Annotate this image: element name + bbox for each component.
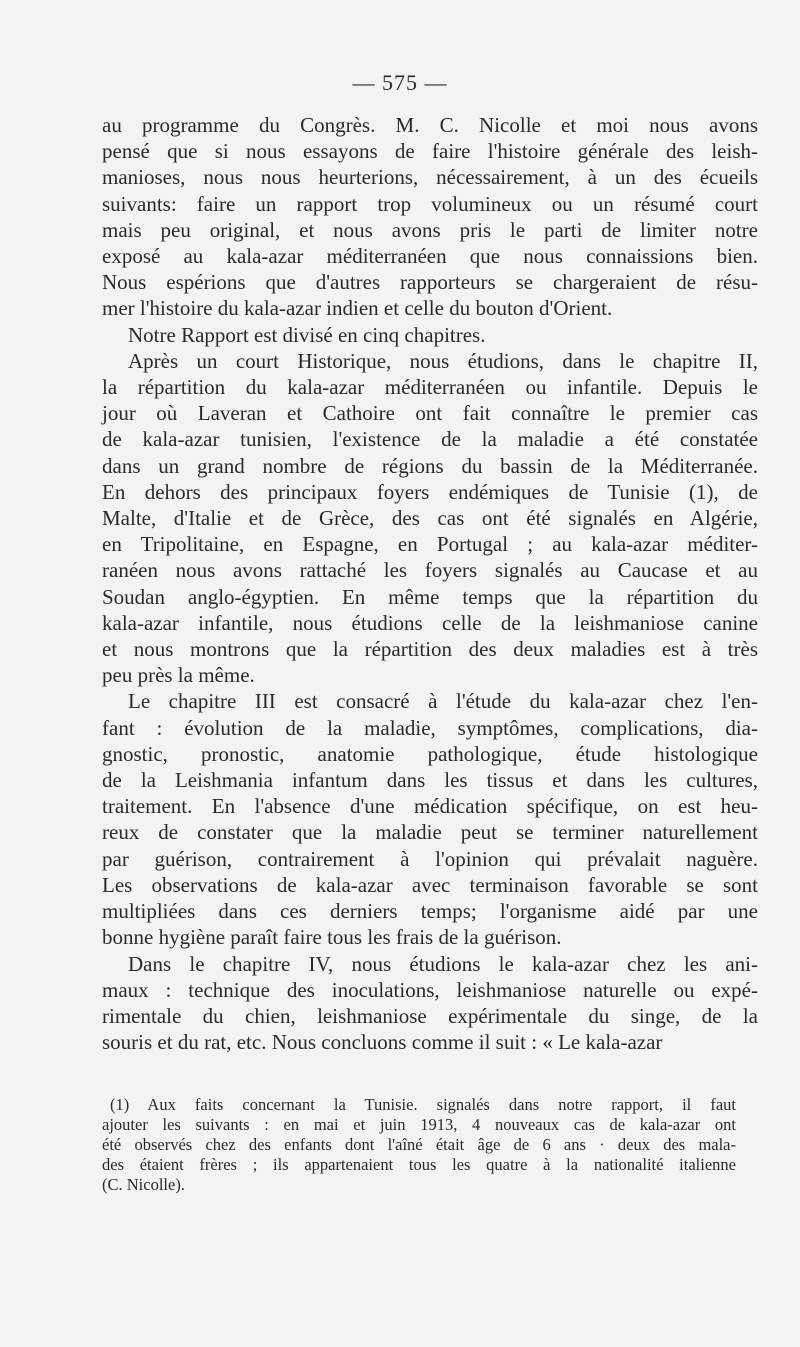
body-text (102, 112, 758, 1055)
text-line: reux de constater que la maladie peut se terminer naturellement (102, 820, 758, 845)
text-line: ranéen nous avons rattaché les foyers signalés au Caucase et au (102, 558, 758, 583)
footnote-line: ajouter les suivants : en mai et juin 1913, 4 nouveaux cas de kala-azar ont (102, 1115, 736, 1134)
text-line: Soudan anglo-égyptien. En même temps que la répartition du (102, 584, 758, 609)
footnote-line: des étaient frères ; ils appartenaient tous les quatre à la nationalité italienne (102, 1155, 736, 1174)
text-line: En dehors des principaux foyers endémiques de Tunisie (1), de (102, 479, 758, 504)
text-line: jour où Laveran et Cathoire ont fait connaître le premier cas (102, 401, 758, 426)
text-line: gnostic, pronostic, anatomie pathologique, étude histologique (102, 741, 758, 766)
text-line: peu près la même. (102, 663, 255, 688)
text-line: de la Leishmania infantum dans les tissus et dans les cultures, (102, 768, 758, 793)
text-line: Malte, d'Italie et de Grèce, des cas ont été signalés en Algérie, (102, 506, 758, 531)
text-line: souris et du rat, etc. Nous concluons comme il suit : « Le kala-azar (102, 1030, 663, 1055)
text-line: la répartition du kala-azar méditerranéen ou infantile. Depuis le (102, 375, 758, 400)
text-line: exposé au kala-azar méditerranéen que nous connaissions bien. (102, 244, 758, 269)
text-line: rimentale du chien, leishmaniose expérimentale du singe, de la (102, 1003, 758, 1028)
text-line: fant : évolution de la maladie, symptômes, complications, dia- (102, 715, 758, 740)
text-line: au programme du Congrès. M. C. Nicolle et moi nous avons (102, 113, 758, 137)
text-line: suivants: faire un rapport trop volumineux ou un résumé court (102, 191, 758, 216)
text-line: Après un court Historique, nous étudions, dans le chapitre II, (128, 348, 758, 373)
text-line: Nous espérions que d'autres rapporteurs se chargeraient de résu- (102, 270, 758, 295)
text-line: manioses, nous nous heurterions, nécessairement, à un des écueils (102, 165, 758, 190)
text-line: mais peu original, et nous avons pris le parti de limiter notre (102, 217, 758, 242)
text-line: pensé que si nous essayons de faire l'histoire générale des leish- (102, 139, 758, 164)
text-line: dans un grand nombre de régions du bassin de la Méditerranée. (102, 453, 758, 478)
text-line: et nous montrons que la répartition des deux maladies est à très (102, 637, 758, 662)
text-line: Le chapitre III est consacré à l'étude du kala-azar chez l'en- (128, 689, 758, 714)
text-line: par guérison, contrairement à l'opinion qui prévalait naguère. (102, 846, 758, 871)
footnote-line: (1) Aux faits concernant la Tunisie. signalés dans notre rapport, il faut (110, 1095, 736, 1114)
text-line: mer l'histoire du kala-azar indien et celle du bouton d'Orient. (102, 296, 613, 321)
text-line: Les observations de kala-azar avec terminaison favorable se sont (102, 872, 758, 897)
text-line: de kala-azar tunisien, l'existence de la maladie a été constatée (102, 427, 758, 452)
page-number: — 575 — (352, 70, 448, 95)
text-line: bonne hygiène paraît faire tous les frais de la guérison. (102, 925, 562, 950)
text-line: traitement. En l'absence d'une médication spécifique, on est heu- (102, 794, 758, 819)
text-line: en Tripolitaine, en Espagne, en Portugal ; au kala-azar méditer- (102, 532, 758, 557)
text-line: maux : technique des inoculations, leishmaniose naturelle ou expé- (102, 977, 758, 1002)
footnote (102, 1095, 736, 1195)
text-line: multipliées dans ces derniers temps; l'organisme aidé par une (102, 899, 758, 924)
footnote-line: (C. Nicolle). (102, 1175, 185, 1194)
text-line: Notre Rapport est divisé en cinq chapitres. (128, 322, 486, 347)
text-line: kala-azar infantile, nous étudions celle de la leishmaniose canine (102, 610, 758, 635)
footnote-line: été observés chez des enfants dont l'aîné était âge de 6 ans · deux des mala- (102, 1135, 736, 1154)
text-line: Dans le chapitre IV, nous étudions le kala-azar chez les ani- (128, 951, 758, 976)
